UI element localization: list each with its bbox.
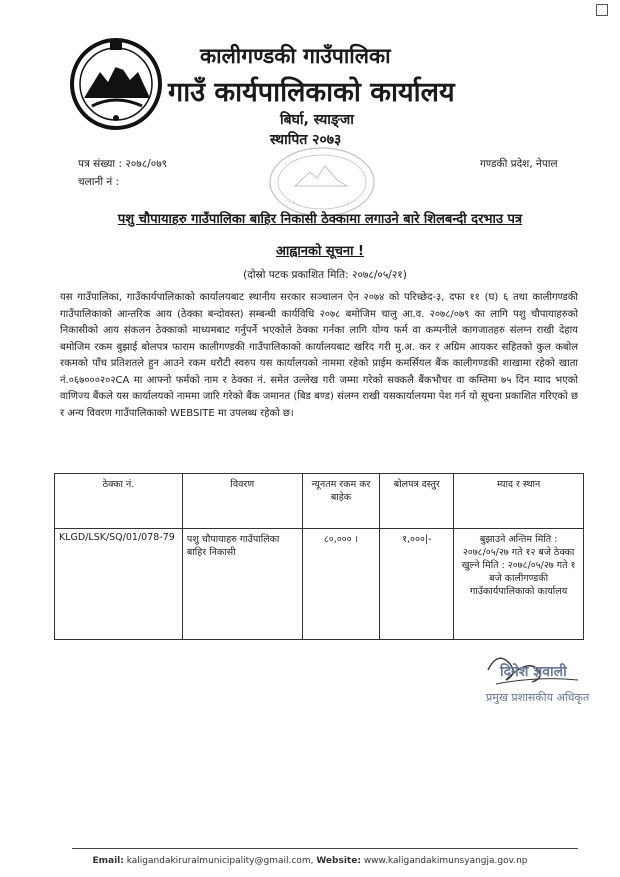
column-header: बोलपत्र दस्तुर bbox=[380, 474, 454, 529]
established-year: स्थापित २०७३ bbox=[270, 132, 342, 148]
tender-table bbox=[54, 473, 584, 640]
description-cell: पशु चौपायाहरु गाउँपालिका बाहिर निकासी bbox=[182, 529, 302, 640]
reference-number: पत्र संख्या : २०७८/०७९ bbox=[78, 158, 168, 170]
table-header-row bbox=[55, 474, 584, 529]
signatory-name: दिनेश ज्ञवाली bbox=[500, 664, 567, 680]
bid-fee-cell: १,०००|- bbox=[380, 529, 454, 640]
published-note: (दोस्रो पटक प्रकाशित मिति: २०७८/०५/२१) bbox=[243, 269, 407, 281]
municipality-name: कालीगण्डकी गाउँपालिका bbox=[200, 44, 391, 68]
corner-mark bbox=[596, 4, 608, 16]
office-location: बिर्घा, स्याङ्जा bbox=[280, 112, 354, 128]
subject-line-2: आह्वानको सूचना ! bbox=[276, 243, 364, 259]
column-header: न्यूनतम रकम कर बाहेक bbox=[302, 474, 380, 529]
footer-divider bbox=[72, 848, 578, 849]
column-header: म्याद र स्थान bbox=[454, 474, 584, 529]
email-address: kaligandakiruralmunicipality@gmail.com, bbox=[126, 856, 314, 866]
deadline-cell: बुझाउने अन्तिम मिति : २०७८/०५/२७ गते १२ बजे ठेक्का खुल्ने मिति : २०७८/०५/२७ गते १ बजे कालीगण्डकी गाउँकार्यपालिकाको कार्यालय bbox=[454, 529, 584, 640]
min-amount-cell: ८०,००० । bbox=[302, 529, 380, 640]
footer-contact bbox=[0, 856, 620, 866]
contract-number-cell: KLGD/LSK/SQ/01/078-79 bbox=[55, 529, 183, 640]
subject-line-1: पशु चौपायाहरु गाउँपालिका बाहिर निकासी ठेक्कामा लगाउने बारे शिलबन्दी दरभाउ पत्र bbox=[117, 212, 523, 227]
signatory-title: प्रमुख प्रशासकीय अधिकृत bbox=[486, 691, 590, 704]
website-address: www.kaligandakimunsyangja.gov.np bbox=[363, 856, 528, 866]
notice-subject bbox=[80, 210, 560, 261]
handwritten-signature bbox=[468, 640, 598, 730]
column-header: विवरण bbox=[182, 474, 302, 529]
table-row bbox=[55, 529, 584, 640]
province-address: गण्डकी प्रदेश, नेपाल bbox=[480, 158, 558, 170]
municipality-emblem-icon bbox=[66, 36, 166, 132]
notice-body: यस गाउँपालिका, गाउँकार्यपालिकाको कार्यालयबाट स्थानीय सरकार सञ्चालन ऐन २०७४ को परिच्छेद-३, दफा ११ (घ) ६ तथा कालीगण्डकी गाउँपालिकाको आन्तरिक आय (ठेक्का बन्दोवस्त) सम्बन्धी कार्यविधि २०७८ बमोजिम चालु आ.व. २०७८/०७९ का लागि पशु चौपायाहरुको निकासीको आय संकलन ठेक्काको माध्यमबाट गर्नुपर्ने भएकोले ठेक्का गर्नका लागि योग्य फर्म वा कम्पनीले कागजातहरु संलग्न राखी देहाय बमोजिम रकम बुझाई बोलपत्र फाराम कालीगण्डकी गाउँपालिकाको कार्यालयबाट खरिद गरी मु.अ. कर र अग्रिम आयकर सहितको कुल कबोल रकमको पाँच प्रतिशतले हुन आउने रकम धरौटी स्वरुप यस कार्यालयको नाममा रहेको प्राईम कमर्सियल बैंक कालीगण्डकी शाखामा रहेको खाता नं.०६७०००२०२CA मा आफ्नो फर्मको नाम र ठेक्का नं. समेत उल्लेख गरी जम्मा गरेको सक्कलै बैंकभौचर वा कम्तिमा ७५ दिन म्याद भएको वाणिज्य बैंकले यस कार्यालयको नाममा जारि गरेको बैंक जमानत (बिड बण्ड) संलग्न राखी यसकार्यालयमा पेश गर्न यो सूचना प्रकाशित गरिएको छ र अन्य विवरण गाउँपालिकाको WEBSITE मा उपलब्ध रहेको छ। bbox=[60, 292, 578, 419]
office-name: गाउँ कार्यपालिकाको कार्यालय bbox=[168, 77, 455, 108]
column-header: ठेक्का नं. bbox=[55, 474, 183, 529]
email-label: Email: bbox=[92, 856, 124, 866]
website-label: Website: bbox=[316, 856, 361, 866]
dispatch-number: चलानी नं : bbox=[78, 176, 120, 188]
